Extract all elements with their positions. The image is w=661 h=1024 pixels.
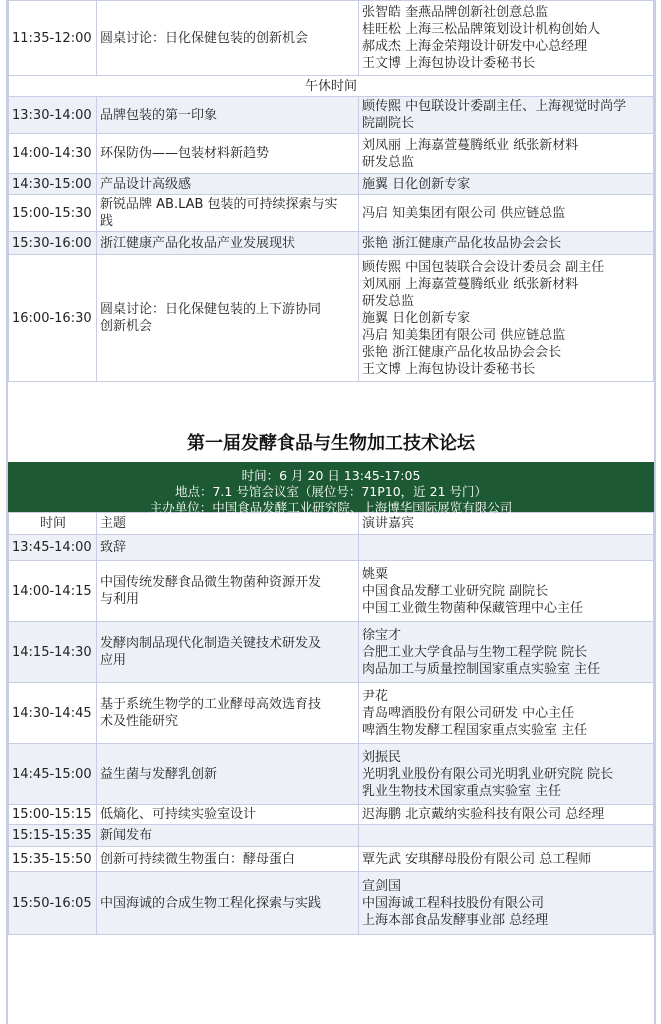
- speaker-line: 刘振民: [362, 749, 402, 765]
- speaker-cell: [359, 97, 654, 134]
- table-row: [9, 195, 654, 232]
- topic-cell: [97, 1, 359, 76]
- topic-cell: [97, 847, 359, 872]
- speaker-cell: [359, 134, 654, 174]
- speaker-cell: [359, 805, 654, 825]
- speaker-cell: [359, 744, 654, 805]
- speaker-line: 张智皓 奎燕品牌创新社创意总监: [362, 5, 549, 20]
- table-row: [9, 847, 654, 872]
- schedule-table-bottom: [8, 512, 654, 935]
- speaker-cell: [359, 535, 654, 561]
- speaker-line: 乳业生物技术国家重点实验室 主任: [362, 783, 562, 799]
- header-topic: 主题: [97, 513, 359, 535]
- speaker-line: 施翼 日化创新专家: [362, 310, 471, 326]
- forum-place: 地点：7.1 号馆会议室（展位号：71P10，近 21 号门）: [174, 484, 488, 499]
- table-row: [9, 232, 654, 255]
- topic-cell: [97, 744, 359, 805]
- speaker-line: 迟海鹏 北京戴纳实验科技有限公司 总经理: [362, 807, 605, 822]
- speaker-line: 张艳 浙江健康产品化妆品协会会长: [362, 235, 562, 251]
- speaker-line: 姚粟: [362, 566, 389, 582]
- topic-cell: [97, 232, 359, 255]
- speaker-line: 尹花: [362, 688, 389, 704]
- table-row: [9, 825, 654, 847]
- speaker-line: 院副院长: [362, 116, 415, 131]
- topic-line: 浙江健康产品化妆品产业发展现状: [100, 235, 296, 251]
- time-cell: 15:15-15:35: [9, 825, 97, 847]
- topic-line: 新锐品牌 AB.LAB 包装的可持续探索与实: [100, 197, 338, 212]
- time-cell: 15:30-16:00: [9, 232, 97, 255]
- topic-line: 圆桌讨论：日化保健包装的创新机会: [100, 30, 309, 46]
- time-cell: 11:35-12:00: [9, 1, 97, 76]
- time-cell: 13:45-14:00: [9, 535, 97, 561]
- forum-info-banner: [8, 462, 654, 515]
- speaker-cell: [359, 622, 654, 683]
- topic-line: 中国海诚的合成生物工程化探索与实践: [100, 895, 322, 911]
- speaker-cell: [359, 174, 654, 195]
- topic-cell: [97, 872, 359, 935]
- time-cell: 16:00-16:30: [9, 255, 97, 382]
- topic-cell: [97, 622, 359, 683]
- schedule-table-top: [8, 0, 654, 382]
- forum-time: 时间：6 月 20 日 13:45-17:05: [241, 468, 421, 483]
- topic-line: 环保防伪——包装材料新趋势: [100, 146, 270, 161]
- time-cell: 14:30-14:45: [9, 683, 97, 744]
- speaker-line: 上海本部食品发酵事业部 总经理: [362, 912, 549, 928]
- table-row: [9, 174, 654, 195]
- speaker-line: 覃先武 安琪酵母股份有限公司 总工程师: [362, 851, 592, 867]
- topic-cell: [97, 134, 359, 174]
- topic-cell: [97, 97, 359, 134]
- speaker-line: 研发总监: [362, 293, 415, 309]
- speaker-line: 合肥工业大学食品与生物工程学院 院长: [362, 644, 588, 660]
- speaker-line: 研发总监: [362, 154, 415, 170]
- forum-title: 第一届发酵食品与生物加工技术论坛: [187, 433, 475, 454]
- speaker-line: 啤酒生物发酵工程国家重点实验室 主任: [362, 722, 588, 738]
- table-row: [9, 134, 654, 174]
- speaker-line: 刘凤丽 上海嘉萱蔓腾纸业 纸张新材料: [362, 276, 579, 292]
- topic-line: 低熵化、可持续实验室设计: [100, 807, 257, 822]
- topic-cell: [97, 825, 359, 847]
- time-cell: 14:00-14:15: [9, 561, 97, 622]
- table-row: [9, 255, 654, 382]
- table-row: [9, 1, 654, 76]
- topic-line: 术及性能研究: [100, 714, 179, 729]
- time-cell: 15:35-15:50: [9, 847, 97, 872]
- speaker-line: 刘凤丽 上海嘉萱蔓腾纸业 纸张新材料: [362, 137, 579, 153]
- topic-line: 中国传统发酵食品微生物菌种资源开发: [100, 575, 322, 590]
- topic-line: 创新可持续微生物蛋白：酵母蛋白: [100, 851, 296, 867]
- table-row: [9, 97, 654, 134]
- topic-line: 品牌包装的第一印象: [100, 107, 218, 123]
- speaker-line: 肉品加工与质量控制国家重点实验室 主任: [362, 661, 601, 677]
- speaker-line: 顾传熙 中国包装联合会设计委员会 副主任: [362, 259, 605, 275]
- speaker-line: 中国工业微生物菌种保藏管理中心主任: [362, 600, 584, 616]
- forum-host: 主办单位：中国食品发酵工业研究院、上海博华国际展览有限公司: [149, 500, 513, 515]
- speaker-line: 冯启 知美集团有限公司 供应链总监: [362, 327, 566, 343]
- topic-cell: [97, 174, 359, 195]
- topic-cell: [97, 683, 359, 744]
- topic-line: 践: [100, 214, 114, 229]
- speaker-cell: [359, 1, 654, 76]
- topic-line: 产品设计高级感: [100, 176, 192, 192]
- time-cell: 15:00-15:30: [9, 195, 97, 232]
- speaker-cell: [359, 847, 654, 872]
- topic-cell: [97, 195, 359, 232]
- topic-line: 新闻发布: [100, 828, 153, 843]
- header-speaker: 演讲嘉宾: [359, 513, 654, 535]
- speaker-line: 宣剑国: [362, 878, 402, 894]
- speaker-line: 顾传熙 中包联设计委副主任、上海视觉时尚学: [362, 99, 627, 114]
- table-row: [9, 872, 654, 935]
- time-cell: 15:50-16:05: [9, 872, 97, 935]
- table-row: [9, 561, 654, 622]
- speaker-line: 中国海诚工程科技股份有限公司: [362, 895, 545, 911]
- topic-line: 与利用: [100, 592, 140, 607]
- time-cell: 14:30-15:00: [9, 174, 97, 195]
- topic-line: 致辞: [100, 540, 127, 555]
- table-row: [9, 805, 654, 825]
- topic-line: 益生菌与发酵乳创新: [100, 766, 218, 782]
- speaker-line: 青岛啤酒股份有限公司研发 中心主任: [362, 705, 575, 721]
- break-row-label: 午休时间: [9, 76, 654, 97]
- topic-cell: [97, 805, 359, 825]
- topic-cell: [97, 535, 359, 561]
- speaker-line: 王文博 上海包协设计委秘书长: [362, 361, 536, 377]
- page-frame: [6, 0, 656, 1024]
- speaker-line: 冯启 知美集团有限公司 供应链总监: [362, 205, 566, 221]
- time-cell: 14:45-15:00: [9, 744, 97, 805]
- topic-cell: [97, 255, 359, 382]
- speaker-cell: [359, 561, 654, 622]
- section-gap: [8, 382, 654, 426]
- topic-line: 圆桌讨论：日化保健包装的上下游协同: [100, 302, 322, 317]
- speaker-cell: [359, 195, 654, 232]
- speaker-line: 徐宝才: [362, 627, 402, 643]
- time-cell: 14:00-14:30: [9, 134, 97, 174]
- speaker-cell: [359, 255, 654, 382]
- topic-line: 创新机会: [100, 319, 153, 334]
- time-cell: 15:00-15:15: [9, 805, 97, 825]
- speaker-line: 光明乳业股份有限公司光明乳业研究院 院长: [362, 766, 614, 782]
- speaker-line: 施翼 日化创新专家: [362, 176, 471, 192]
- topic-line: 发酵肉制品现代化制造关键技术研发及: [100, 636, 322, 651]
- speaker-cell: [359, 872, 654, 935]
- speaker-cell: [359, 825, 654, 847]
- table-row: [9, 535, 654, 561]
- header-time: 时间: [9, 513, 97, 535]
- topic-line: 基于系统生物学的工业酵母高效选育技: [100, 697, 322, 712]
- topic-line: 应用: [100, 653, 127, 668]
- table-row: [9, 744, 654, 805]
- table-row: [9, 622, 654, 683]
- topic-cell: [97, 561, 359, 622]
- speaker-cell: [359, 232, 654, 255]
- speaker-line: 中国食品发酵工业研究院 副院长: [362, 583, 549, 599]
- speaker-line: 桂旺松 上海三松品牌策划设计机构创始人: [362, 22, 601, 37]
- speaker-line: 张艳 浙江健康产品化妆品协会会长: [362, 344, 562, 360]
- speaker-line: 郝成杰 上海金荣翔设计研发中心总经理: [362, 39, 588, 54]
- time-cell: 14:15-14:30: [9, 622, 97, 683]
- time-cell: 13:30-14:00: [9, 97, 97, 134]
- table-row: [9, 76, 654, 97]
- speaker-cell: [359, 683, 654, 744]
- speaker-line: 王文博 上海包协设计委秘书长: [362, 56, 536, 71]
- table-row: [9, 683, 654, 744]
